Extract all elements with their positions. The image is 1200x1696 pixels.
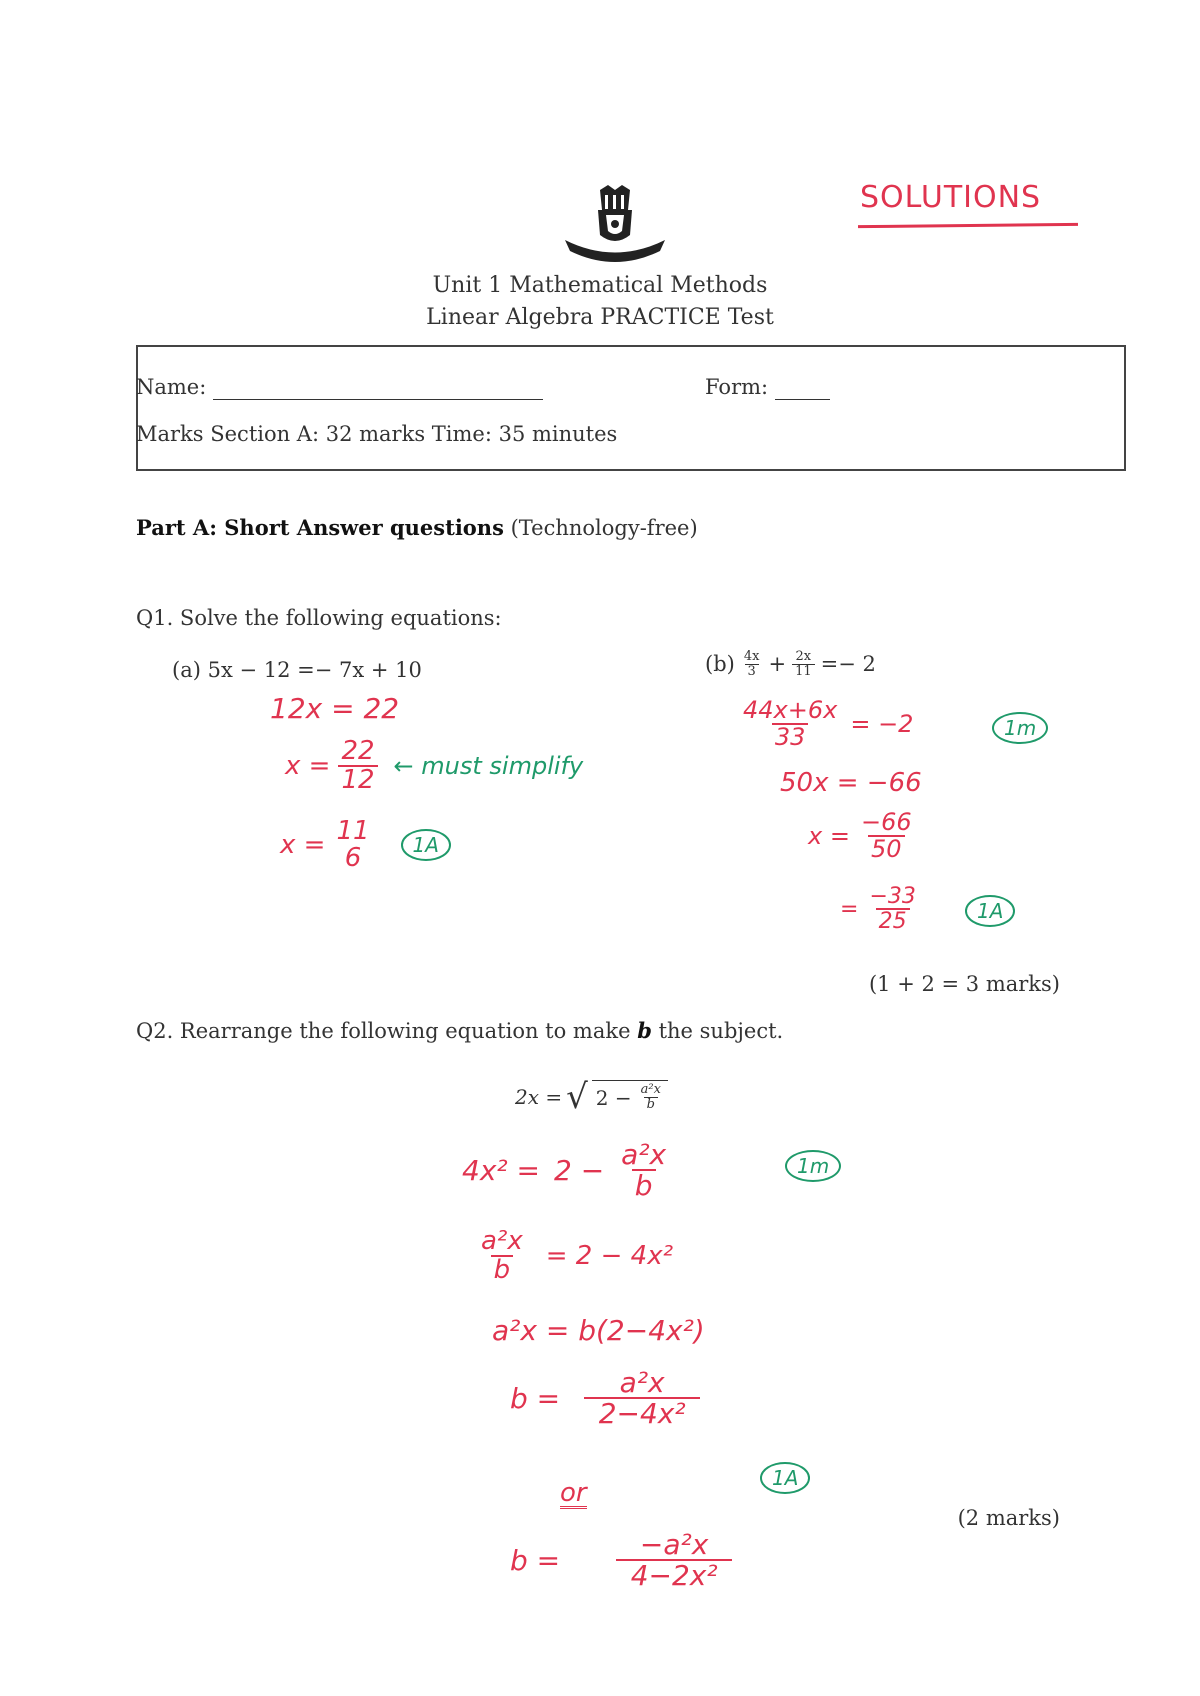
- college-crest-logo: [560, 185, 670, 265]
- q1a-mark-badge: 1A: [401, 829, 451, 861]
- q2-eq-fraction: $\frac{\text{a²x}}{b}$: [640, 1082, 661, 1112]
- title-line-1: Unit 1 Mathematical Methods: [432, 273, 768, 298]
- q1b-fraction-combined: $\frac{44x+6x}{33}$: [743, 696, 838, 752]
- q1b-mark-badge-2: 1A: [965, 895, 1015, 927]
- q1b-work-line-4: = $\frac{-33}{25}$: [840, 885, 919, 933]
- q1b-mark-badge-1: 1m: [992, 712, 1048, 744]
- q1b-work-line-1: $\frac{44x+6x}{33}$ = −2: [740, 698, 913, 750]
- q2-work-line-3: a²x = b(2−4x²): [492, 1314, 705, 1347]
- solutions-label: SOLUTIONS: [860, 180, 1042, 215]
- q2-fraction-a2x-over-b: $\frac{\text{a²x}}{b}$: [481, 1226, 523, 1286]
- form-line: [775, 375, 830, 400]
- q1b-label: (b): [705, 652, 735, 677]
- q1a-question: [172, 658, 422, 682]
- q2-variable-b: b: [637, 1018, 652, 1043]
- q2-fraction-a2x-b: $\frac{\text{a²x}}{b}$: [621, 1138, 667, 1203]
- q1a-work-line-3: x = 11 6 1A: [280, 818, 451, 873]
- q1a-fraction-22-12: $\frac{22}{12}$: [338, 738, 377, 795]
- q2-work-line-2: $\frac{\text{a²x}}{b}$ = 2 − 4x²: [478, 1228, 673, 1285]
- q1-marks: (1 + 2 = 3 marks): [868, 972, 1060, 996]
- q1b-fraction-2: $\frac{2x}{11}$: [792, 650, 815, 678]
- q2-work-line-5: b = $\frac{\text{−a²x}}{\text{4−2x²}}$: [510, 1530, 732, 1591]
- q1a-equation: 5x − 12 =− 7x + 10: [207, 658, 422, 682]
- q1a-simplify-note: ← must simplify: [393, 752, 584, 781]
- q1a-work-line-1: 12x = 22: [270, 692, 400, 725]
- q1a-label: (a): [172, 658, 201, 682]
- name-field[interactable]: [136, 375, 543, 400]
- part-a-heading: [136, 515, 698, 540]
- q2-mark-badge-1: 1m: [785, 1150, 841, 1182]
- page-title: [0, 270, 1200, 334]
- q2-marks: (2 marks): [957, 1506, 1060, 1530]
- q1b-rhs: =− 2: [820, 652, 876, 677]
- q1b-plus: +: [768, 652, 787, 677]
- q1b-work-line-3: x = $\frac{-66}{50}$: [808, 810, 915, 862]
- q2-or-text: or: [560, 1478, 587, 1508]
- solutions-underline: [858, 223, 1078, 228]
- q2-mark-badge-2: 1A: [760, 1462, 810, 1494]
- q1b-question: [705, 650, 876, 678]
- sqrt-symbol: √: [566, 1077, 588, 1117]
- q1b-work-line-2: 50x = −66: [780, 768, 922, 798]
- student-info-box: [136, 345, 1126, 471]
- q2-work-line-4: b = $\frac{\text{a²x}}{\text{2−4x²}}$: [510, 1368, 700, 1429]
- q2-fraction-alt-result: $\frac{\text{−a²x}}{\text{4−2x²}}$: [616, 1530, 732, 1591]
- form-field[interactable]: [705, 375, 830, 400]
- form-label: Form:: [705, 375, 769, 399]
- q2-work-line-1: 4x² = 2 − $\frac{\text{a²x}}{b}$: [462, 1140, 669, 1201]
- q2-fraction-result: $\frac{\text{a²x}}{\text{2−4x²}}$: [584, 1368, 700, 1429]
- part-a-note: (Technology-free): [510, 516, 698, 540]
- q1b-fraction-33-25: $\frac{-33}{25}$: [869, 884, 916, 935]
- q2-prompt: Q2. Rearrange the following equation to make b the subject.: [136, 1018, 784, 1043]
- q1a-work-line-2: x = $\frac{22}{12}$ ← must simplify: [285, 736, 584, 796]
- q1b-fraction-1: $\frac{4x}{3}$: [743, 649, 760, 679]
- name-label: Name:: [136, 375, 207, 399]
- name-line: [213, 375, 543, 400]
- sqrt-contents: 2 − $\frac{\text{a²x}}{b}$: [592, 1080, 668, 1113]
- q1a-fraction-11-6: 11 6: [336, 816, 370, 874]
- marks-time-info: Marks Section A: 32 marks Time: 35 minutes: [136, 422, 618, 446]
- q1-prompt: Q1. Solve the following equations:: [136, 606, 502, 630]
- part-a-bold: Part A: Short Answer questions: [136, 515, 504, 540]
- q2-equation: 2x = √ 2 − $\frac{\text{a²x}}{b}$: [515, 1080, 668, 1114]
- title-line-2: Linear Algebra PRACTICE Test: [426, 305, 774, 330]
- q1b-fraction-66-50: $\frac{-66}{50}$: [860, 808, 912, 864]
